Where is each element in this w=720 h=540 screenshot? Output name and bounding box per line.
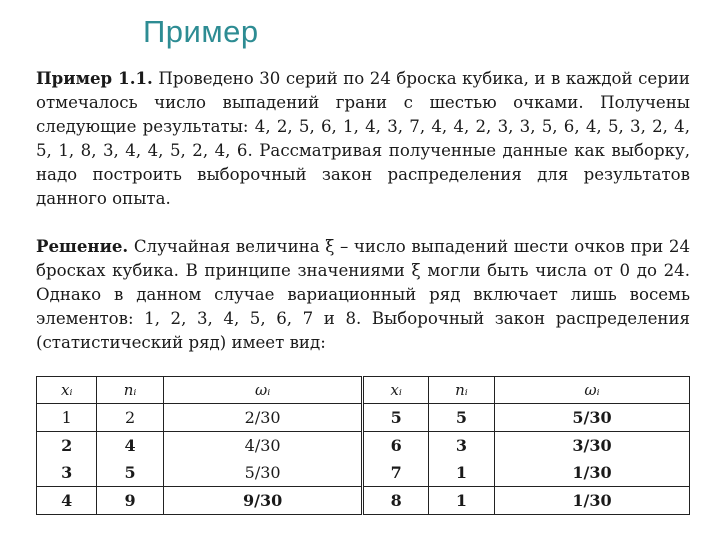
table-cell: 4/30	[163, 432, 363, 460]
solution-text: Случайная величина ξ – число выпадений шести очков при 24 бросках кубика. В принципе значениями ξ могли быть числа от 0 до 24. Однако в данном случае вариационный ряд включает лишь восемь элементов: 1, 2, 3, 4, 5, 6, 7 и 8. Выборочный закон распределения (статистический ряд) имеет вид:	[36, 237, 690, 352]
example-text: Проведено 30 серий по 24 броска кубика, и в каждой серии отмечалось число выпадений грани с шестью очками. Получены следующие результаты: 4, 2, 5, 6, 1, 4, 3, 7, 4, 4, 2, 3, 3, 5, 6, 4, 5, 3, 2, 4, 5, 1, 8, 3, 4, 4, 5, 2, 4, 6. Рассматривая полученные данные как выборку, надо построить выборочный закон распределения для результатов данного опыта.	[36, 69, 690, 208]
table-cell: 3	[37, 459, 97, 487]
table-cell: 2	[37, 432, 97, 460]
slide-title: Пример	[143, 14, 259, 49]
solution-lead: Решение.	[36, 236, 129, 256]
table-cell: 5	[363, 404, 428, 432]
header-x-left: xᵢ	[37, 377, 97, 404]
table-cell: 8	[363, 487, 428, 515]
table-cell: 7	[363, 459, 428, 487]
table-cell: 9	[97, 487, 163, 515]
table-cell: 3/30	[495, 432, 690, 460]
table-cell: 4	[37, 487, 97, 515]
table-cell: 5/30	[495, 404, 690, 432]
table-header-row	[37, 377, 690, 404]
table-cell: 2/30	[163, 404, 363, 432]
table-cell: 1	[37, 404, 97, 432]
table-cell: 3	[428, 432, 494, 460]
distribution-table	[36, 376, 690, 515]
header-x-right: xᵢ	[363, 377, 428, 404]
header-n-left: nᵢ	[97, 377, 163, 404]
header-w-right: ωᵢ	[495, 377, 690, 404]
table-cell: 4	[97, 432, 163, 460]
table-cell: 5/30	[163, 459, 363, 487]
table-row	[37, 404, 690, 432]
header-w-left: ωᵢ	[163, 377, 363, 404]
table-cell: 2	[97, 404, 163, 432]
table-row	[37, 487, 690, 515]
table-cell: 5	[97, 459, 163, 487]
example-lead: Пример 1.1.	[36, 68, 153, 88]
table-row	[37, 459, 690, 487]
table-cell: 5	[428, 404, 494, 432]
table-cell: 1	[428, 487, 494, 515]
header-n-right: nᵢ	[428, 377, 494, 404]
example-paragraph	[36, 66, 690, 211]
solution-paragraph	[36, 234, 690, 355]
table-cell: 1/30	[495, 459, 690, 487]
table-cell: 6	[363, 432, 428, 460]
table-cell: 1	[428, 459, 494, 487]
table-row	[37, 432, 690, 460]
table-cell: 9/30	[163, 487, 363, 515]
table-cell: 1/30	[495, 487, 690, 515]
